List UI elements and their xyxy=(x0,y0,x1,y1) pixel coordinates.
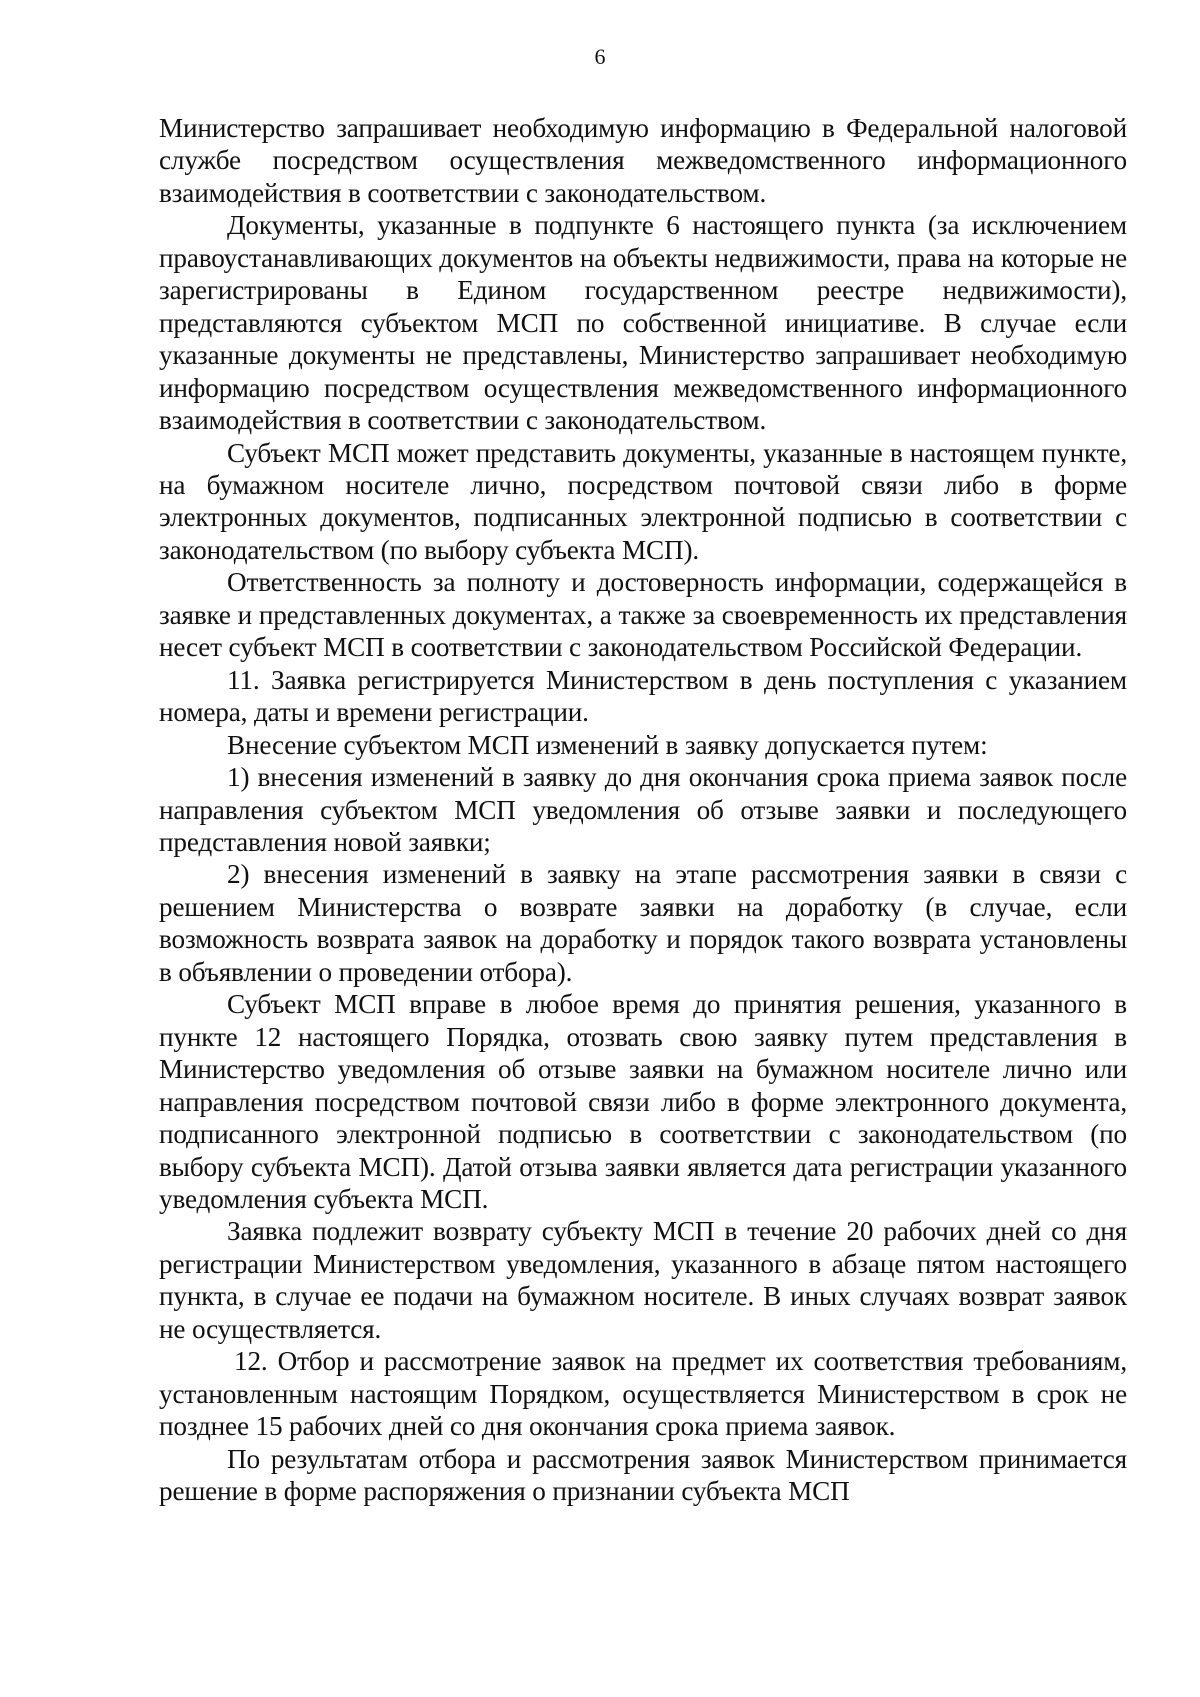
paragraph-return-application: Заявка подлежит возврату субъекту МСП в течение 20 рабочих дней со дня регистрации Министерством уведомления, указанного в абзаце пятом настоящего пункта, в случае ее подачи на бумажном носителе. В иных случаях возврат заявок не осуществляется. xyxy=(159,1216,1127,1344)
document-body xyxy=(159,112,1127,1507)
paragraph-submission-methods: Субъект МСП может представить документы, указанные в настоящем пункте, на бумажном носителе лично, посредством почтовой связи либо в форме электронных документов, подписанных электронной подписью в соответствии с законодательством (по выбору субъекта МСП). xyxy=(159,437,1127,565)
paragraph-ministry-request: Министерство запрашивает необходимую информацию в Федеральной налоговой службе посредством осуществления межведомственного информационного взаимодействия в соответствии с законодательством. xyxy=(159,113,1127,208)
paragraph-item-12-selection: 12. Отбор и рассмотрение заявок на предмет их соответствия требованиям, установленным настоящим Порядком, осуществляется Министерством в срок не позднее 15 рабочих дней со дня окончания срока приема заявок. xyxy=(159,1346,1127,1442)
page-number: 6 xyxy=(594,44,606,69)
paragraph-changes-intro: Внесение субъектом МСП изменений в заявку допускается путем: xyxy=(227,729,988,760)
paragraph-change-option-2: 2) внесения изменений в заявку на этапе рассмотрения заявки в связи с решением Министерства о возврате заявки на доработку (в случае, если возможность возврата заявок на доработку и порядок такого возврата установлены в объявлении о проведении отбора). xyxy=(159,859,1127,987)
paragraph-item-11-registration: 11. Заявка регистрируется Министерством в день поступления с указанием номера, даты и времени регистрации. xyxy=(159,664,1127,728)
paragraph-withdrawal: Субъект МСП вправе в любое время до принятия решения, указанного в пункте 12 настоящего Порядка, отозвать свою заявку путем представления в Министерство уведомления об отзыве заявки на бумажном носителе лично или направления посредством почтовой связи либо в форме электронного документа, подписанного электронной подписью в соответствии с законодательством (по выбору субъекта МСП). Датой отзыва заявки является дата регистрации указанного уведомления субъекта МСП. xyxy=(159,989,1127,1214)
paragraph-decision: По результатам отбора и рассмотрения заявок Министерством принимается решение в форме распоряжения о признании субъекта МСП xyxy=(159,1443,1127,1507)
paragraph-documents-subpoint-6: Документы, указанные в подпункте 6 настоящего пункта (за исключением правоустанавливающих документов на объекты недвижимости, права на которые не зарегистрированы в Едином государственном реестре недвижимости), представляются субъектом МСП по собственной инициативе. В случае если указанные документы не представлены, Министерство запрашивает необходимую информацию посредством осуществления межведомственного информационного взаимодействия в соответствии с законодательством. xyxy=(159,210,1127,436)
paragraph-change-option-1: 1) внесения изменений в заявку до дня окончания срока приема заявок после направления субъектом МСП уведомления об отзыве заявки и последующего представления новой заявки; xyxy=(159,762,1127,857)
paragraph-responsibility: Ответственность за полноту и достоверность информации, содержащейся в заявке и представленных документах, а также за своевременность их представления несет субъект МСП в соответствии с законодательством Российской Федерации. xyxy=(159,567,1127,663)
